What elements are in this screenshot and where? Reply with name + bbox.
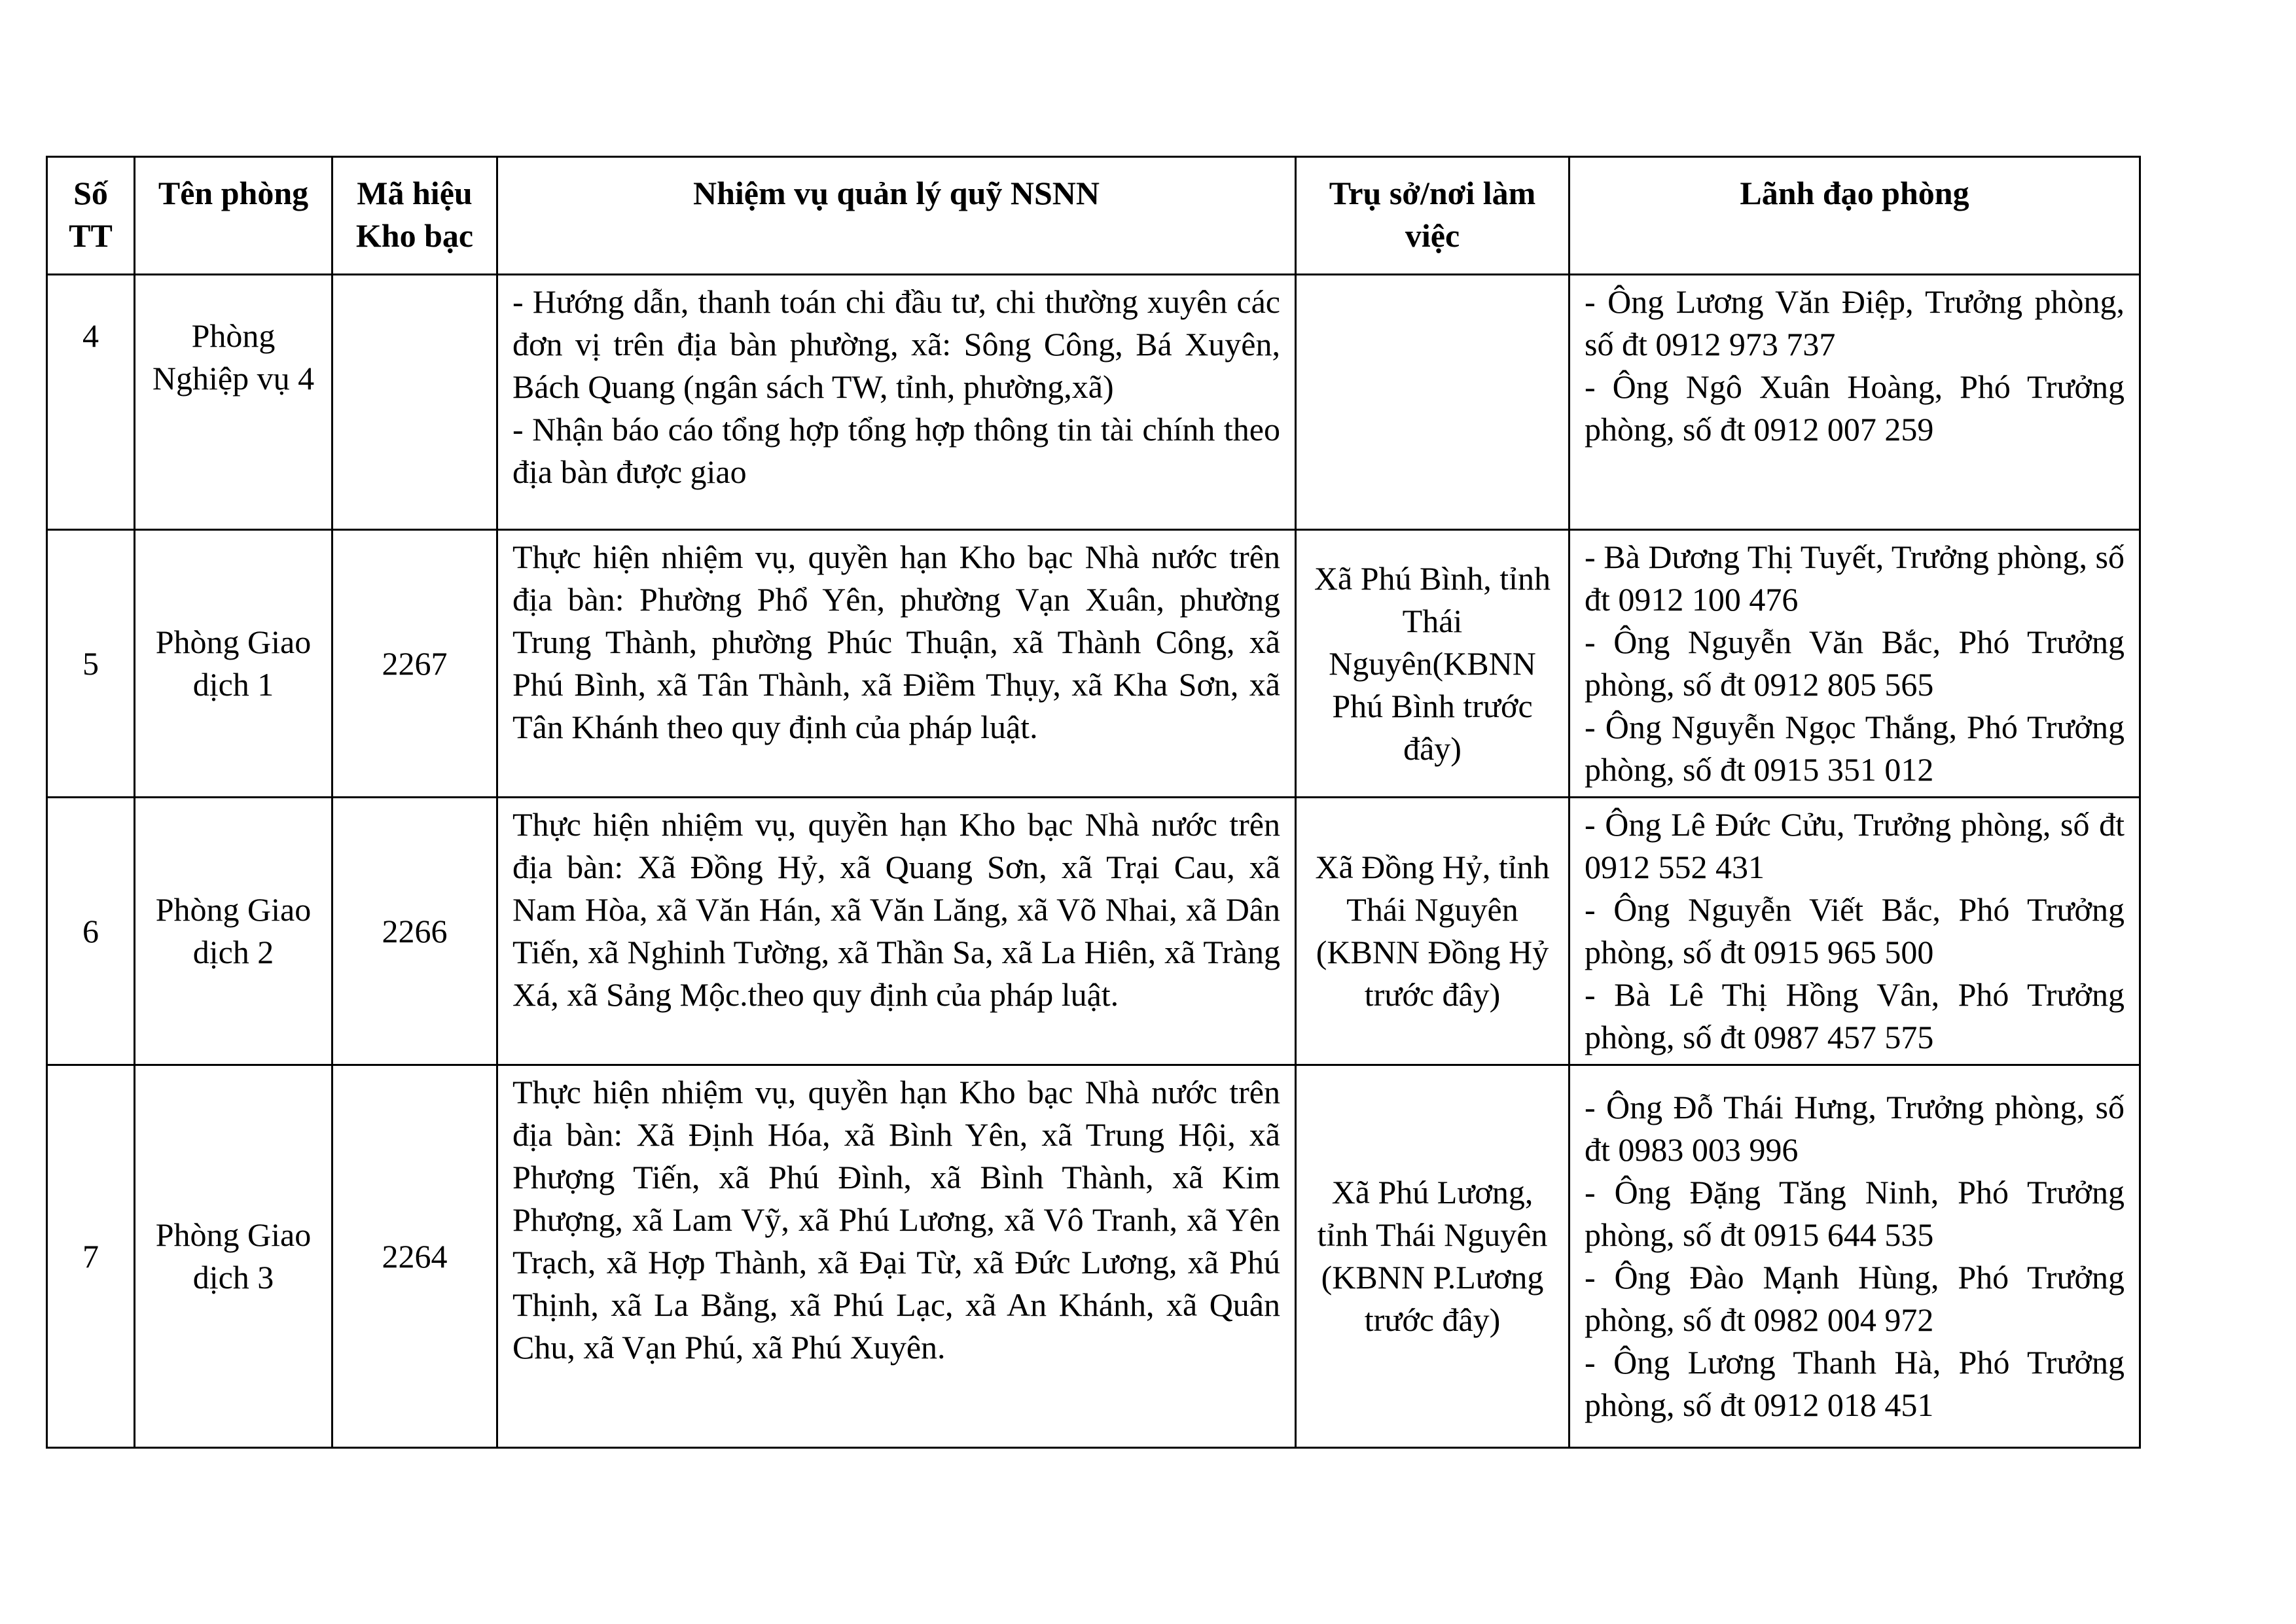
table-header-row <box>47 157 2140 275</box>
cell-ma-hieu: 2267 <box>332 530 497 798</box>
table-row <box>47 530 2140 798</box>
cell-nhiem-vu <box>497 530 1296 798</box>
cell-ten-phong: Phòng Giao dịch 2 <box>135 798 332 1065</box>
cell-stt: 4 <box>47 275 135 530</box>
cell-ma-hieu: 2266 <box>332 798 497 1065</box>
lanh-dao-line: - Ông Lê Đức Cửu, Trưởng phòng, số đt 0912 552 431 <box>1585 806 2125 885</box>
lanh-dao-line: - Ông Lương Thanh Hà, Phó Trưởng phòng, số đt 0912 018 451 <box>1585 1344 2125 1423</box>
cell-lanh-dao <box>1570 530 2140 798</box>
cell-ten-phong: Phòng Giao dịch 1 <box>135 530 332 798</box>
nhiem-vu-line: - Hướng dẫn, thanh toán chi đầu tư, chi thường xuyên các đơn vị trên địa bàn phường, xã: Sông Công, Bá Xuyên, Bách Quang (ngân sách TW, tỉnh, phường,xã) <box>512 283 1280 405</box>
cell-tru-so: Xã Phú Bình, tỉnh Thái Nguyên(KBNN Phú Bình trước đây) <box>1296 530 1570 798</box>
header-nhiem-vu: Nhiệm vụ quản lý quỹ NSNN <box>497 157 1296 275</box>
header-ma-hieu: Mã hiệu Kho bạc <box>332 157 497 275</box>
cell-ma-hieu: 2264 <box>332 1065 497 1448</box>
lanh-dao-line: - Ông Đỗ Thái Hưng, Trưởng phòng, số đt 0983 003 996 <box>1585 1089 2125 1168</box>
nhiem-vu-line: Thực hiện nhiệm vụ, quyền hạn Kho bạc Nhà nước trên địa bàn: Xã Định Hóa, xã Bình Yên, xã Trung Hội, xã Phượng Tiến, xã Phú Đình, xã Bình Thành, xã Kim Phượng, xã Lam Vỹ, xã Phú Lương, xã Vô Tranh, xã Yên Trạch, xã Hợp Thành, xã Đại Từ, xã Đức Lương, xã Phú Thịnh, xã La Bằng, xã Phú Lạc, xã An Khánh, xã Quân Chu, xã Vạn Phú, xã Phú Xuyên. <box>512 1074 1280 1366</box>
cell-tru-so: Xã Phú Lương, tỉnh Thái Nguyên (KBNN P.Lương trước đây) <box>1296 1065 1570 1448</box>
cell-stt: 5 <box>47 530 135 798</box>
lanh-dao-line: - Bà Dương Thị Tuyết, Trưởng phòng, số đt 0912 100 476 <box>1585 538 2125 618</box>
lanh-dao-line: - Ông Đào Mạnh Hùng, Phó Trưởng phòng, số đt 0982 004 972 <box>1585 1259 2125 1338</box>
lanh-dao-line: - Ông Nguyễn Ngọc Thắng, Phó Trưởng phòng, số đt 0915 351 012 <box>1585 709 2125 788</box>
cell-ten-phong: Phòng Giao dịch 3 <box>135 1065 332 1448</box>
cell-lanh-dao <box>1570 798 2140 1065</box>
lanh-dao-line: - Ông Ngô Xuân Hoàng, Phó Trưởng phòng, số đt 0912 007 259 <box>1585 368 2125 448</box>
treasury-departments-table <box>46 156 2141 1449</box>
header-ten-phong: Tên phòng <box>135 157 332 275</box>
header-tru-so: Trụ sở/nơi làm việc <box>1296 157 1570 275</box>
cell-tru-so <box>1296 275 1570 530</box>
table-row <box>47 275 2140 530</box>
lanh-dao-line: - Ông Đặng Tăng Ninh, Phó Trưởng phòng, số đt 0915 644 535 <box>1585 1174 2125 1253</box>
nhiem-vu-line: Thực hiện nhiệm vụ, quyền hạn Kho bạc Nhà nước trên địa bàn: Phường Phổ Yên, phường Vạn Xuân, phường Trung Thành, phường Phúc Thuận, xã Thành Công, xã Phú Bình, xã Tân Thành, xã Điềm Thụy, xã Kha Sơn, xã Tân Khánh theo quy định của pháp luật. <box>512 538 1280 745</box>
lanh-dao-line: - Ông Nguyễn Viết Bắc, Phó Trưởng phòng, số đt 0915 965 500 <box>1585 891 2125 970</box>
nhiem-vu-line: - Nhận báo cáo tổng hợp tổng hợp thông tin tài chính theo địa bàn được giao <box>512 411 1280 490</box>
lanh-dao-line: - Ông Lương Văn Điệp, Trưởng phòng, số đt 0912 973 737 <box>1585 283 2125 362</box>
table-row <box>47 798 2140 1065</box>
nhiem-vu-line: Thực hiện nhiệm vụ, quyền hạn Kho bạc Nhà nước trên địa bàn: Xã Đồng Hỷ, xã Quang Sơn, xã Trại Cau, xã Nam Hòa, xã Văn Hán, xã Văn Lăng, xã Võ Nhai, xã Dân Tiến, xã Nghinh Tường, xã Thần Sa, xã La Hiên, xã Tràng Xá, xã Sảng Mộc.theo quy định của pháp luật. <box>512 806 1280 1013</box>
cell-ten-phong: Phòng Nghiệp vụ 4 <box>135 275 332 530</box>
lanh-dao-line: - Ông Nguyễn Văn Bắc, Phó Trưởng phòng, số đt 0912 805 565 <box>1585 624 2125 703</box>
lanh-dao-line: - Bà Lê Thị Hồng Vân, Phó Trưởng phòng, số đt 0987 457 575 <box>1585 976 2125 1055</box>
cell-nhiem-vu <box>497 275 1296 530</box>
cell-ma-hieu <box>332 275 497 530</box>
header-lanh-dao: Lãnh đạo phòng <box>1570 157 2140 275</box>
cell-stt: 7 <box>47 1065 135 1448</box>
table-row <box>47 1065 2140 1448</box>
cell-nhiem-vu <box>497 1065 1296 1448</box>
cell-lanh-dao <box>1570 1065 2140 1448</box>
cell-stt: 6 <box>47 798 135 1065</box>
cell-tru-so: Xã Đồng Hỷ, tỉnh Thái Nguyên (KBNN Đồng Hỷ trước đây) <box>1296 798 1570 1065</box>
header-stt: Số TT <box>47 157 135 275</box>
cell-nhiem-vu <box>497 798 1296 1065</box>
cell-lanh-dao <box>1570 275 2140 530</box>
